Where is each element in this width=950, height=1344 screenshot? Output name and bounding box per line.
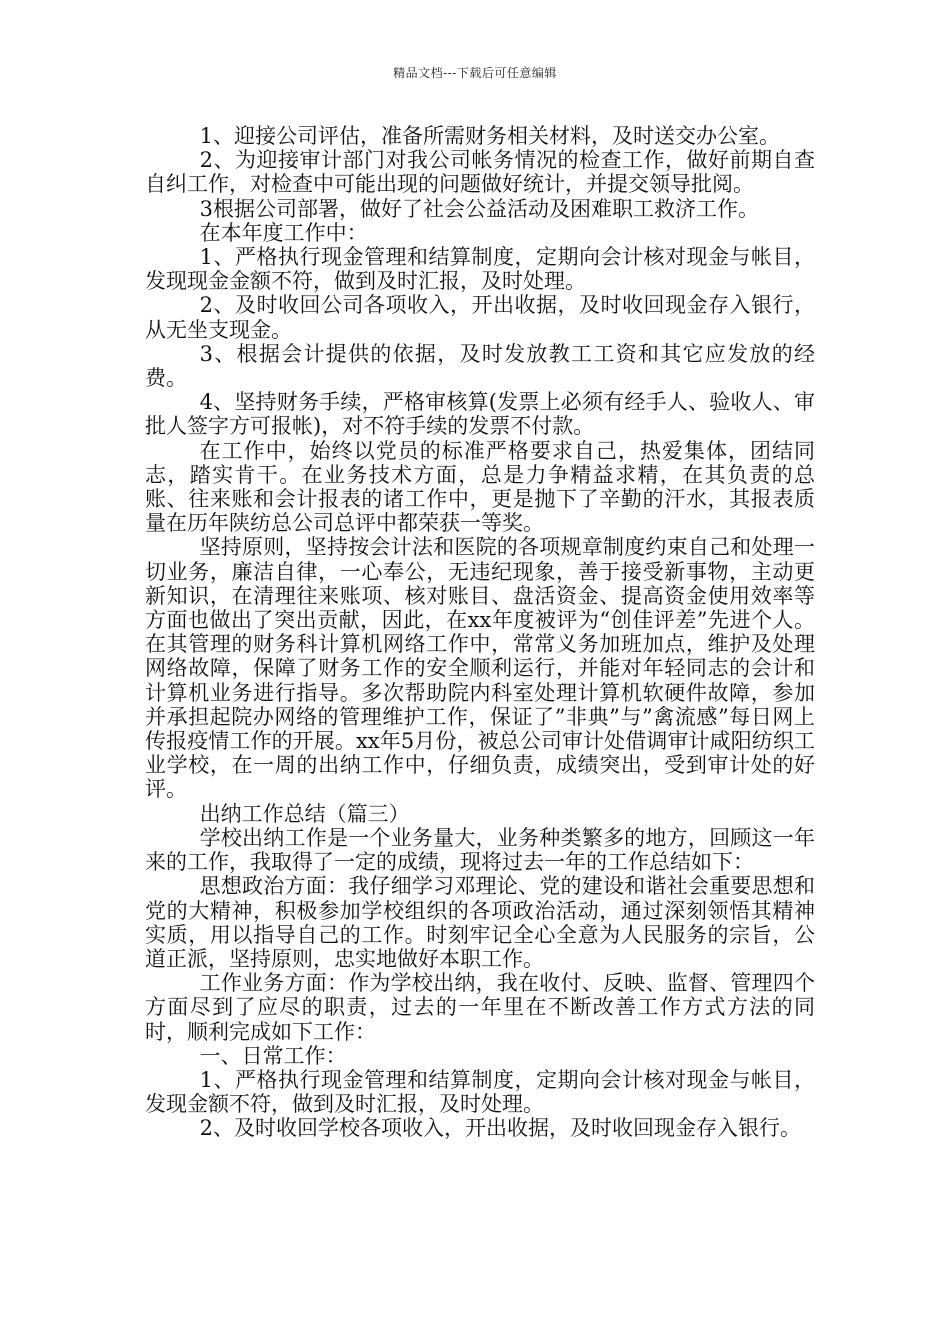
- paragraph: 2、及时收回学校各项收入，开出收据，及时收回现金存入银行。: [199, 1116, 801, 1141]
- paragraph: 2、及时收回公司各项收入，开出收据，及时收回现金存入银行，从无坐支现金。: [145, 293, 815, 342]
- subsection-heading: 一、日常工作：: [199, 1043, 347, 1068]
- paragraph: 1、严格执行现金管理和结算制度，定期向会计核对现金与帐目，发现金额不符，做到及时汇报，及时处理。: [145, 1067, 815, 1117]
- document-body: [145, 124, 815, 1141]
- paragraph: 思想政治方面：我仔细学习邓理论、党的建设和谐社会重要思想和党的大精神，积极参加学校组织的各项政治活动，通过深刻领悟其精神实质，用以指导自己的工作。时刻牢记全心全意为人民服务的宗旨，公道正派，坚持原则，忠实地做好本职工作。: [145, 874, 815, 971]
- paragraph: 学校出纳工作是一个业务量大，业务种类繁多的地方，回顾这一年来的工作，我取得了一定的成绩，现将过去一年的工作总结如下：: [145, 825, 815, 875]
- paragraph: 1、严格执行现金管理和结算制度，定期向会计核对现金与帐目，发现现金金额不符，做到及时汇报，及时处理。: [145, 245, 815, 294]
- paragraph: 坚持原则，坚持按会计法和医院的各项规章制度约束自己和处理一切业务，廉洁自律，一心奉公，无违纪现象，善于接受新事物，主动更新知识，在清理往来账项、核对账目、盘活资金、提高资金使用效率等方面也做出了突出贡献，因此，在xx年度被评为“创佳评差”先进个人。在其管理的财务科计算机网络工作中，常常义务加班加点，维护及处理网络故障，保障了财务工作的安全顺利运行，并能对年轻同志的会计和计算机业务进行指导。多次帮助院内科室处理计算机软硬件故障，参加并承担起院办网络的管理维护工作，保证了”非典”与”禽流感”每日网上传报疫情工作的开展。xx年5月份，被总公司审计处借调审计咸阳纺织工业学校，在一周的出纳工作中，仔细负责，成绩突出，受到审计处的好评。: [145, 535, 815, 802]
- paragraph: 1、迎接公司评估，准备所需财务相关材料，及时送交办公室。: [199, 124, 780, 148]
- page-header: 精品文档---下载后可任意编辑: [393, 66, 557, 80]
- paragraph: 2、为迎接审计部门对我公司帐务情况的检查工作，做好前期自查自纠工作，对检查中可能出现的问题做好统计，并提交领导批阅。: [145, 148, 815, 197]
- paragraph: 3根据公司部署，做好了社会公益活动及困难职工救济工作。: [199, 196, 759, 221]
- paragraph: 在工作中，始终以党员的标准严格要求自己，热爱集体，团结同志，踏实肯干。在业务技术方面，总是力争精益求精，在其负责的总账、往来账和会计报表的诸工作中，更是抛下了辛勤的汗水，其报表质量在历年陕纺总公司总评中都荣获一等奖。: [145, 438, 815, 536]
- paragraph: 工作业务方面：作为学校出纳，我在收付、反映、监督、管理四个方面尽到了应尽的职责，过去的一年里在不断改善工作方式方法的同时，顺利完成如下工作：: [145, 971, 815, 1044]
- paragraph: 4、坚持财务手续，严格审核算(发票上必须有经手人、验收人、审批人签字方可报帐)，对不符手续的发票不付款。: [145, 390, 815, 439]
- paragraph: 3、根据会计提供的依据，及时发放教工工资和其它应发放的经费。: [145, 341, 815, 391]
- section-heading: 出纳工作总结（篇三）: [199, 801, 410, 826]
- paragraph: 在本年度工作中：: [199, 220, 368, 245]
